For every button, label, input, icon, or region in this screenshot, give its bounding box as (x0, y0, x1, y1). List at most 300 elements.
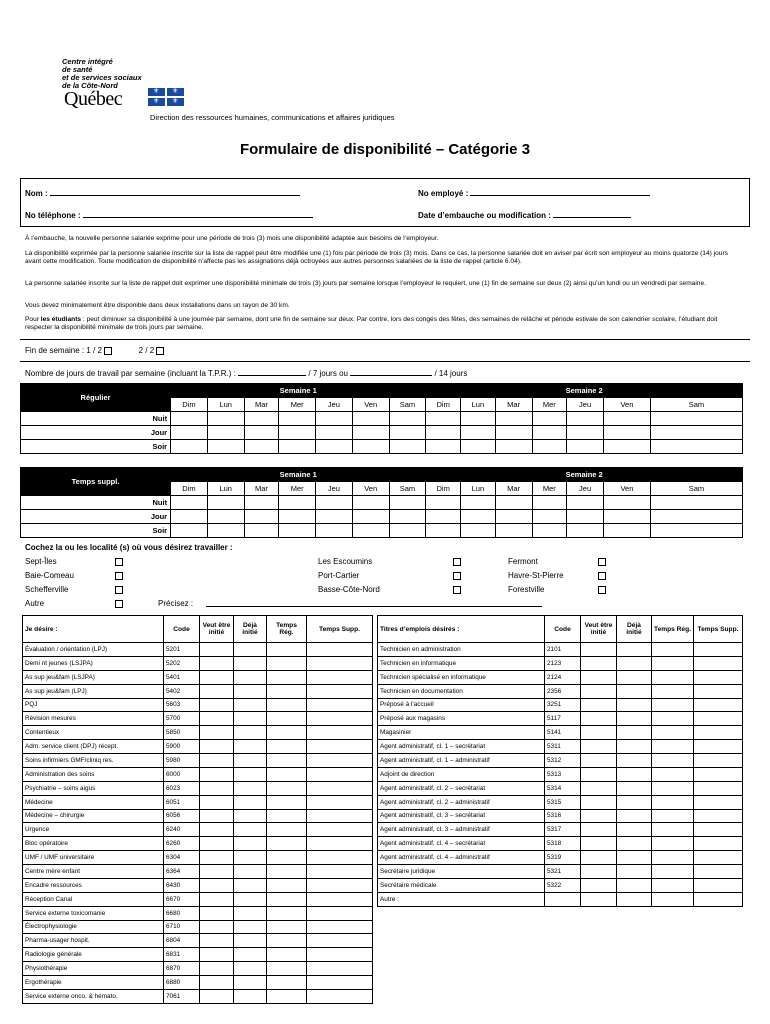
overtime-cell[interactable] (694, 726, 743, 740)
already-trained-cell[interactable] (234, 906, 267, 920)
regular-time-cell[interactable] (267, 767, 307, 781)
availability-cell[interactable] (171, 440, 208, 454)
availability-cell[interactable] (171, 510, 208, 524)
overtime-cell[interactable] (307, 809, 373, 823)
overtime-cell[interactable] (307, 878, 373, 892)
availability-cell[interactable] (603, 510, 650, 524)
availability-cell[interactable] (426, 524, 461, 538)
wants-training-cell[interactable] (200, 976, 234, 990)
overtime-cell[interactable] (307, 684, 373, 698)
already-trained-cell[interactable] (617, 656, 652, 670)
overtime-cell[interactable] (307, 643, 373, 657)
wants-training-cell[interactable] (200, 643, 234, 657)
wants-training-cell[interactable] (581, 656, 617, 670)
availability-cell[interactable] (207, 440, 244, 454)
regular-time-cell[interactable] (267, 989, 307, 1003)
regular-time-cell[interactable] (652, 767, 694, 781)
availability-cell[interactable] (461, 496, 496, 510)
availability-cell[interactable] (426, 412, 461, 426)
already-trained-cell[interactable] (234, 948, 267, 962)
hire-date-input-line[interactable] (553, 210, 631, 218)
already-trained-cell[interactable] (617, 837, 652, 851)
wants-training-cell[interactable] (581, 878, 617, 892)
availability-cell[interactable] (389, 426, 426, 440)
overtime-cell[interactable] (694, 892, 743, 906)
overtime-cell[interactable] (694, 698, 743, 712)
overtime-cell[interactable] (694, 656, 743, 670)
already-trained-cell[interactable] (234, 712, 267, 726)
overtime-cell[interactable] (694, 670, 743, 684)
overtime-cell[interactable] (307, 920, 373, 934)
already-trained-cell[interactable] (234, 726, 267, 740)
les-escoumins-checkbox[interactable] (453, 558, 461, 566)
availability-cell[interactable] (352, 412, 389, 426)
already-trained-cell[interactable] (234, 823, 267, 837)
already-trained-cell[interactable] (234, 878, 267, 892)
overtime-cell[interactable] (307, 740, 373, 754)
fermont-checkbox[interactable] (598, 558, 606, 566)
already-trained-cell[interactable] (617, 795, 652, 809)
regular-time-cell[interactable] (267, 976, 307, 990)
already-trained-cell[interactable] (234, 851, 267, 865)
regular-time-cell[interactable] (267, 670, 307, 684)
availability-cell[interactable] (279, 412, 316, 426)
already-trained-cell[interactable] (234, 934, 267, 948)
wants-training-cell[interactable] (200, 878, 234, 892)
availability-cell[interactable] (352, 440, 389, 454)
overtime-cell[interactable] (307, 865, 373, 879)
availability-cell[interactable] (244, 412, 279, 426)
table-row (23, 795, 373, 809)
availability-cell[interactable] (389, 510, 426, 524)
name-input-line[interactable] (50, 188, 300, 196)
availability-cell[interactable] (244, 426, 279, 440)
already-trained-cell[interactable] (234, 976, 267, 990)
already-trained-cell[interactable] (234, 684, 267, 698)
regular-time-cell[interactable] (267, 809, 307, 823)
already-trained-cell[interactable] (617, 892, 652, 906)
wants-training-cell[interactable] (200, 865, 234, 879)
availability-cell[interactable] (171, 412, 208, 426)
wants-training-cell[interactable] (581, 767, 617, 781)
availability-cell[interactable] (244, 510, 279, 524)
hire-date-field[interactable] (418, 210, 631, 220)
availability-cell[interactable] (316, 426, 353, 440)
regular-time-cell[interactable] (652, 865, 694, 879)
regular-time-cell[interactable] (267, 698, 307, 712)
havre-st-pierre-checkbox[interactable] (598, 572, 606, 580)
wants-training-cell[interactable] (200, 948, 234, 962)
wants-training-cell[interactable] (200, 754, 234, 768)
regular-time-cell[interactable] (267, 906, 307, 920)
availability-cell[interactable] (650, 524, 742, 538)
availability-cell[interactable] (207, 496, 244, 510)
paragraph-modification: La disponibilité exprimée par la personne salariée inscrite sur la liste de rappel peut être modifiée une (1) fois par période de trois (3) mois. Dans ce cas, la personne salariée doit en aviser par écrit son employeur au moins quatorze (14) jours avant cette modification. Toute modification de disponibilité n’affecte pas les assignations déjà octroyées aux autres personnes salariées de la liste de rappel (article 6.04). (25, 250, 728, 265)
wants-training-cell[interactable] (581, 670, 617, 684)
overtime-cell[interactable] (694, 712, 743, 726)
availability-cell[interactable] (495, 510, 532, 524)
regular-time-cell[interactable] (267, 878, 307, 892)
already-trained-cell[interactable] (617, 823, 652, 837)
availability-cell[interactable] (650, 440, 742, 454)
overtime-cell[interactable] (307, 989, 373, 1003)
days-7-input-line[interactable] (238, 368, 306, 376)
availability-cell[interactable] (352, 524, 389, 538)
wants-training-cell[interactable] (581, 643, 617, 657)
already-trained-cell[interactable] (234, 781, 267, 795)
availability-cell[interactable] (279, 524, 316, 538)
overtime-cell[interactable] (307, 656, 373, 670)
overtime-cell[interactable] (694, 809, 743, 823)
availability-cell[interactable] (461, 412, 496, 426)
overtime-cell[interactable] (307, 948, 373, 962)
baie-comeau-checkbox[interactable] (115, 572, 123, 580)
regular-time-cell[interactable] (652, 698, 694, 712)
overtime-cell[interactable] (694, 865, 743, 879)
wants-training-cell[interactable] (581, 712, 617, 726)
availability-cell[interactable] (650, 426, 742, 440)
weekend-2-2-checkbox[interactable] (156, 347, 164, 355)
wants-training-cell[interactable] (200, 934, 234, 948)
regular-time-cell[interactable] (267, 962, 307, 976)
regular-time-cell[interactable] (267, 740, 307, 754)
availability-cell[interactable] (244, 440, 279, 454)
job-code: 2101 (545, 643, 581, 657)
regular-time-cell[interactable] (267, 754, 307, 768)
already-trained-cell[interactable] (234, 920, 267, 934)
regular-time-cell[interactable] (652, 740, 694, 754)
already-trained-cell[interactable] (617, 740, 652, 754)
availability-cell[interactable] (461, 440, 496, 454)
overtime-cell[interactable] (694, 823, 743, 837)
availability-cell[interactable] (316, 496, 353, 510)
days-14-input-line[interactable] (350, 368, 432, 376)
table-row (378, 837, 743, 851)
availability-cell[interactable] (567, 440, 604, 454)
regular-time-cell[interactable] (652, 809, 694, 823)
wants-training-cell[interactable] (200, 892, 234, 906)
availability-cell[interactable] (495, 426, 532, 440)
already-trained-cell[interactable] (617, 670, 652, 684)
availability-cell[interactable] (567, 510, 604, 524)
already-trained-cell[interactable] (234, 892, 267, 906)
availability-cell[interactable] (279, 426, 316, 440)
wants-training-cell[interactable] (581, 809, 617, 823)
overtime-cell[interactable] (694, 740, 743, 754)
availability-cell[interactable] (532, 510, 567, 524)
overtime-cell[interactable] (694, 795, 743, 809)
availability-cell[interactable] (461, 510, 496, 524)
phone-field[interactable] (25, 210, 313, 220)
wants-training-cell[interactable] (200, 684, 234, 698)
wants-training-cell[interactable] (200, 962, 234, 976)
availability-cell[interactable] (532, 524, 567, 538)
availability-cell[interactable] (389, 412, 426, 426)
overtime-cell[interactable] (307, 976, 373, 990)
regular-time-cell[interactable] (267, 837, 307, 851)
wants-training-cell[interactable] (200, 920, 234, 934)
wants-training-cell[interactable] (581, 754, 617, 768)
wants-training-cell[interactable] (200, 712, 234, 726)
forestville-checkbox[interactable] (598, 586, 606, 594)
availability-cell[interactable] (603, 524, 650, 538)
regular-time-cell[interactable] (267, 781, 307, 795)
name-field[interactable] (25, 188, 300, 198)
already-trained-cell[interactable] (234, 754, 267, 768)
availability-cell[interactable] (207, 426, 244, 440)
wants-training-cell[interactable] (581, 795, 617, 809)
availability-cell[interactable] (426, 440, 461, 454)
availability-cell[interactable] (352, 426, 389, 440)
availability-cell[interactable] (461, 524, 496, 538)
wants-training-cell[interactable] (581, 892, 617, 906)
overtime-cell[interactable] (694, 851, 743, 865)
already-trained-cell[interactable] (234, 740, 267, 754)
location-port-cartier: Port-Cartier (318, 571, 360, 580)
availability-cell[interactable] (603, 440, 650, 454)
port-cartier-checkbox[interactable] (453, 572, 461, 580)
overtime-cell[interactable] (307, 934, 373, 948)
availability-cell[interactable] (316, 412, 353, 426)
already-trained-cell[interactable] (617, 781, 652, 795)
availability-cell[interactable] (279, 510, 316, 524)
wants-training-cell[interactable] (581, 726, 617, 740)
phone-input-line[interactable] (83, 210, 313, 218)
availability-cell[interactable] (603, 496, 650, 510)
already-trained-cell[interactable] (617, 851, 652, 865)
regular-time-cell[interactable] (267, 865, 307, 879)
schedule-row (21, 440, 743, 454)
wants-training-cell[interactable] (200, 837, 234, 851)
job-title: PQJ (23, 698, 164, 712)
regular-time-cell[interactable] (652, 684, 694, 698)
regular-time-cell[interactable] (267, 851, 307, 865)
regular-time-cell[interactable] (267, 934, 307, 948)
table-row (23, 712, 373, 726)
availability-cell[interactable] (495, 496, 532, 510)
availability-cell[interactable] (426, 496, 461, 510)
regular-time-cell[interactable] (652, 712, 694, 726)
already-trained-cell[interactable] (234, 865, 267, 879)
employee-number-field[interactable] (418, 188, 650, 198)
already-trained-cell[interactable] (234, 670, 267, 684)
overtime-cell[interactable] (307, 795, 373, 809)
availability-cell[interactable] (171, 426, 208, 440)
availability-cell[interactable] (567, 496, 604, 510)
employee-number-input-line[interactable] (470, 188, 650, 196)
overtime-cell[interactable] (307, 670, 373, 684)
already-trained-cell[interactable] (617, 878, 652, 892)
wants-training-cell[interactable] (581, 837, 617, 851)
regular-time-cell[interactable] (267, 643, 307, 657)
regular-time-cell[interactable] (267, 948, 307, 962)
regular-schedule-table (20, 383, 743, 454)
regular-time-cell[interactable] (652, 878, 694, 892)
availability-cell[interactable] (650, 412, 742, 426)
wants-training-cell[interactable] (200, 726, 234, 740)
wants-training-cell[interactable] (200, 823, 234, 837)
availability-cell[interactable] (316, 440, 353, 454)
already-trained-cell[interactable] (617, 767, 652, 781)
overtime-cell[interactable] (307, 712, 373, 726)
availability-cell[interactable] (650, 510, 742, 524)
wants-training-cell[interactable] (581, 740, 617, 754)
wants-training-cell[interactable] (200, 656, 234, 670)
regular-time-cell[interactable] (652, 754, 694, 768)
availability-cell[interactable] (352, 510, 389, 524)
overtime-cell[interactable] (694, 878, 743, 892)
wants-training-cell[interactable] (200, 906, 234, 920)
availability-cell[interactable] (532, 412, 567, 426)
wants-training-cell[interactable] (200, 795, 234, 809)
already-trained-cell[interactable] (234, 698, 267, 712)
already-trained-cell[interactable] (617, 726, 652, 740)
wants-training-cell[interactable] (200, 809, 234, 823)
basse-cote-nord-checkbox[interactable] (453, 586, 461, 594)
overtime-cell[interactable] (307, 851, 373, 865)
already-trained-cell[interactable] (617, 643, 652, 657)
overtime-cell[interactable] (694, 837, 743, 851)
regular-time-cell[interactable] (267, 892, 307, 906)
already-trained-cell[interactable] (617, 698, 652, 712)
availability-cell[interactable] (389, 440, 426, 454)
already-trained-cell[interactable] (234, 837, 267, 851)
wants-training-cell[interactable] (581, 865, 617, 879)
already-trained-cell[interactable] (234, 656, 267, 670)
regular-time-cell[interactable] (652, 837, 694, 851)
wants-training-cell[interactable] (200, 781, 234, 795)
availability-cell[interactable] (389, 496, 426, 510)
availability-cell[interactable] (171, 496, 208, 510)
regular-time-cell[interactable] (267, 726, 307, 740)
availability-cell[interactable] (495, 440, 532, 454)
availability-cell[interactable] (207, 412, 244, 426)
availability-cell[interactable] (603, 412, 650, 426)
precisez-input-line[interactable] (206, 599, 542, 607)
availability-cell[interactable] (532, 496, 567, 510)
availability-cell[interactable] (207, 510, 244, 524)
regular-time-cell[interactable] (652, 851, 694, 865)
regular-time-cell[interactable] (652, 795, 694, 809)
availability-cell[interactable] (532, 426, 567, 440)
regular-time-cell[interactable] (267, 684, 307, 698)
overtime-cell[interactable] (307, 698, 373, 712)
overtime-cell[interactable] (694, 781, 743, 795)
schefferville-checkbox[interactable] (115, 586, 123, 594)
regular-time-cell[interactable] (267, 795, 307, 809)
shift-label: Nuit (21, 496, 171, 510)
wants-training-cell[interactable] (200, 989, 234, 1003)
wants-training-cell[interactable] (581, 781, 617, 795)
overtime-cell[interactable] (307, 754, 373, 768)
overtime-cell[interactable] (307, 962, 373, 976)
already-trained-cell[interactable] (234, 643, 267, 657)
sept-iles-checkbox[interactable] (115, 558, 123, 566)
regular-time-cell[interactable] (652, 656, 694, 670)
wants-training-cell[interactable] (581, 684, 617, 698)
regular-time-cell[interactable] (652, 892, 694, 906)
already-trained-cell[interactable] (234, 795, 267, 809)
availability-cell[interactable] (389, 524, 426, 538)
regular-time-cell[interactable] (267, 823, 307, 837)
availability-cell[interactable] (567, 426, 604, 440)
availability-cell[interactable] (244, 496, 279, 510)
wants-training-cell[interactable] (200, 698, 234, 712)
wants-training-cell[interactable] (581, 698, 617, 712)
overtime-cell[interactable] (694, 684, 743, 698)
availability-cell[interactable] (567, 412, 604, 426)
overtime-cell[interactable] (694, 754, 743, 768)
availability-cell[interactable] (495, 412, 532, 426)
availability-cell[interactable] (495, 524, 532, 538)
availability-cell[interactable] (532, 440, 567, 454)
availability-cell[interactable] (171, 524, 208, 538)
overtime-cell[interactable] (694, 643, 743, 657)
wants-training-cell[interactable] (200, 851, 234, 865)
job-code: 5900 (164, 740, 200, 754)
already-trained-cell[interactable] (234, 962, 267, 976)
availability-cell[interactable] (603, 426, 650, 440)
weekend-1-2-checkbox[interactable] (104, 347, 112, 355)
already-trained-cell[interactable] (234, 809, 267, 823)
already-trained-cell[interactable] (617, 754, 652, 768)
wants-training-cell[interactable] (200, 740, 234, 754)
already-trained-cell[interactable] (617, 809, 652, 823)
availability-cell[interactable] (426, 510, 461, 524)
job-code: 5315 (545, 795, 581, 809)
availability-cell[interactable] (207, 524, 244, 538)
regular-time-cell[interactable] (652, 726, 694, 740)
availability-cell[interactable] (279, 440, 316, 454)
regular-time-cell[interactable] (652, 670, 694, 684)
availability-cell[interactable] (567, 524, 604, 538)
regular-time-cell[interactable] (652, 643, 694, 657)
availability-cell[interactable] (426, 426, 461, 440)
overtime-cell[interactable] (307, 767, 373, 781)
overtime-cell[interactable] (307, 781, 373, 795)
regular-time-cell[interactable] (267, 920, 307, 934)
jobs-right-table (377, 615, 743, 907)
already-trained-cell[interactable] (617, 684, 652, 698)
already-trained-cell[interactable] (617, 865, 652, 879)
availability-cell[interactable] (316, 510, 353, 524)
wants-training-cell[interactable] (200, 670, 234, 684)
regular-time-cell[interactable] (267, 712, 307, 726)
overtime-cell[interactable] (307, 892, 373, 906)
regular-time-cell[interactable] (267, 656, 307, 670)
overtime-cell[interactable] (307, 906, 373, 920)
availability-cell[interactable] (244, 524, 279, 538)
wants-training-cell[interactable] (200, 767, 234, 781)
overtime-cell[interactable] (307, 726, 373, 740)
regular-time-cell[interactable] (652, 781, 694, 795)
availability-cell[interactable] (279, 496, 316, 510)
wants-training-cell[interactable] (581, 851, 617, 865)
already-trained-cell[interactable] (234, 767, 267, 781)
availability-cell[interactable] (316, 524, 353, 538)
autre-checkbox[interactable] (115, 600, 123, 608)
already-trained-cell[interactable] (234, 989, 267, 1003)
availability-cell[interactable] (461, 426, 496, 440)
regular-time-cell[interactable] (652, 823, 694, 837)
availability-cell[interactable] (650, 496, 742, 510)
overtime-cell[interactable] (694, 767, 743, 781)
overtime-cell[interactable] (307, 837, 373, 851)
already-trained-cell[interactable] (617, 712, 652, 726)
overtime-cell[interactable] (307, 823, 373, 837)
availability-cell[interactable] (352, 496, 389, 510)
wants-training-cell[interactable] (581, 823, 617, 837)
